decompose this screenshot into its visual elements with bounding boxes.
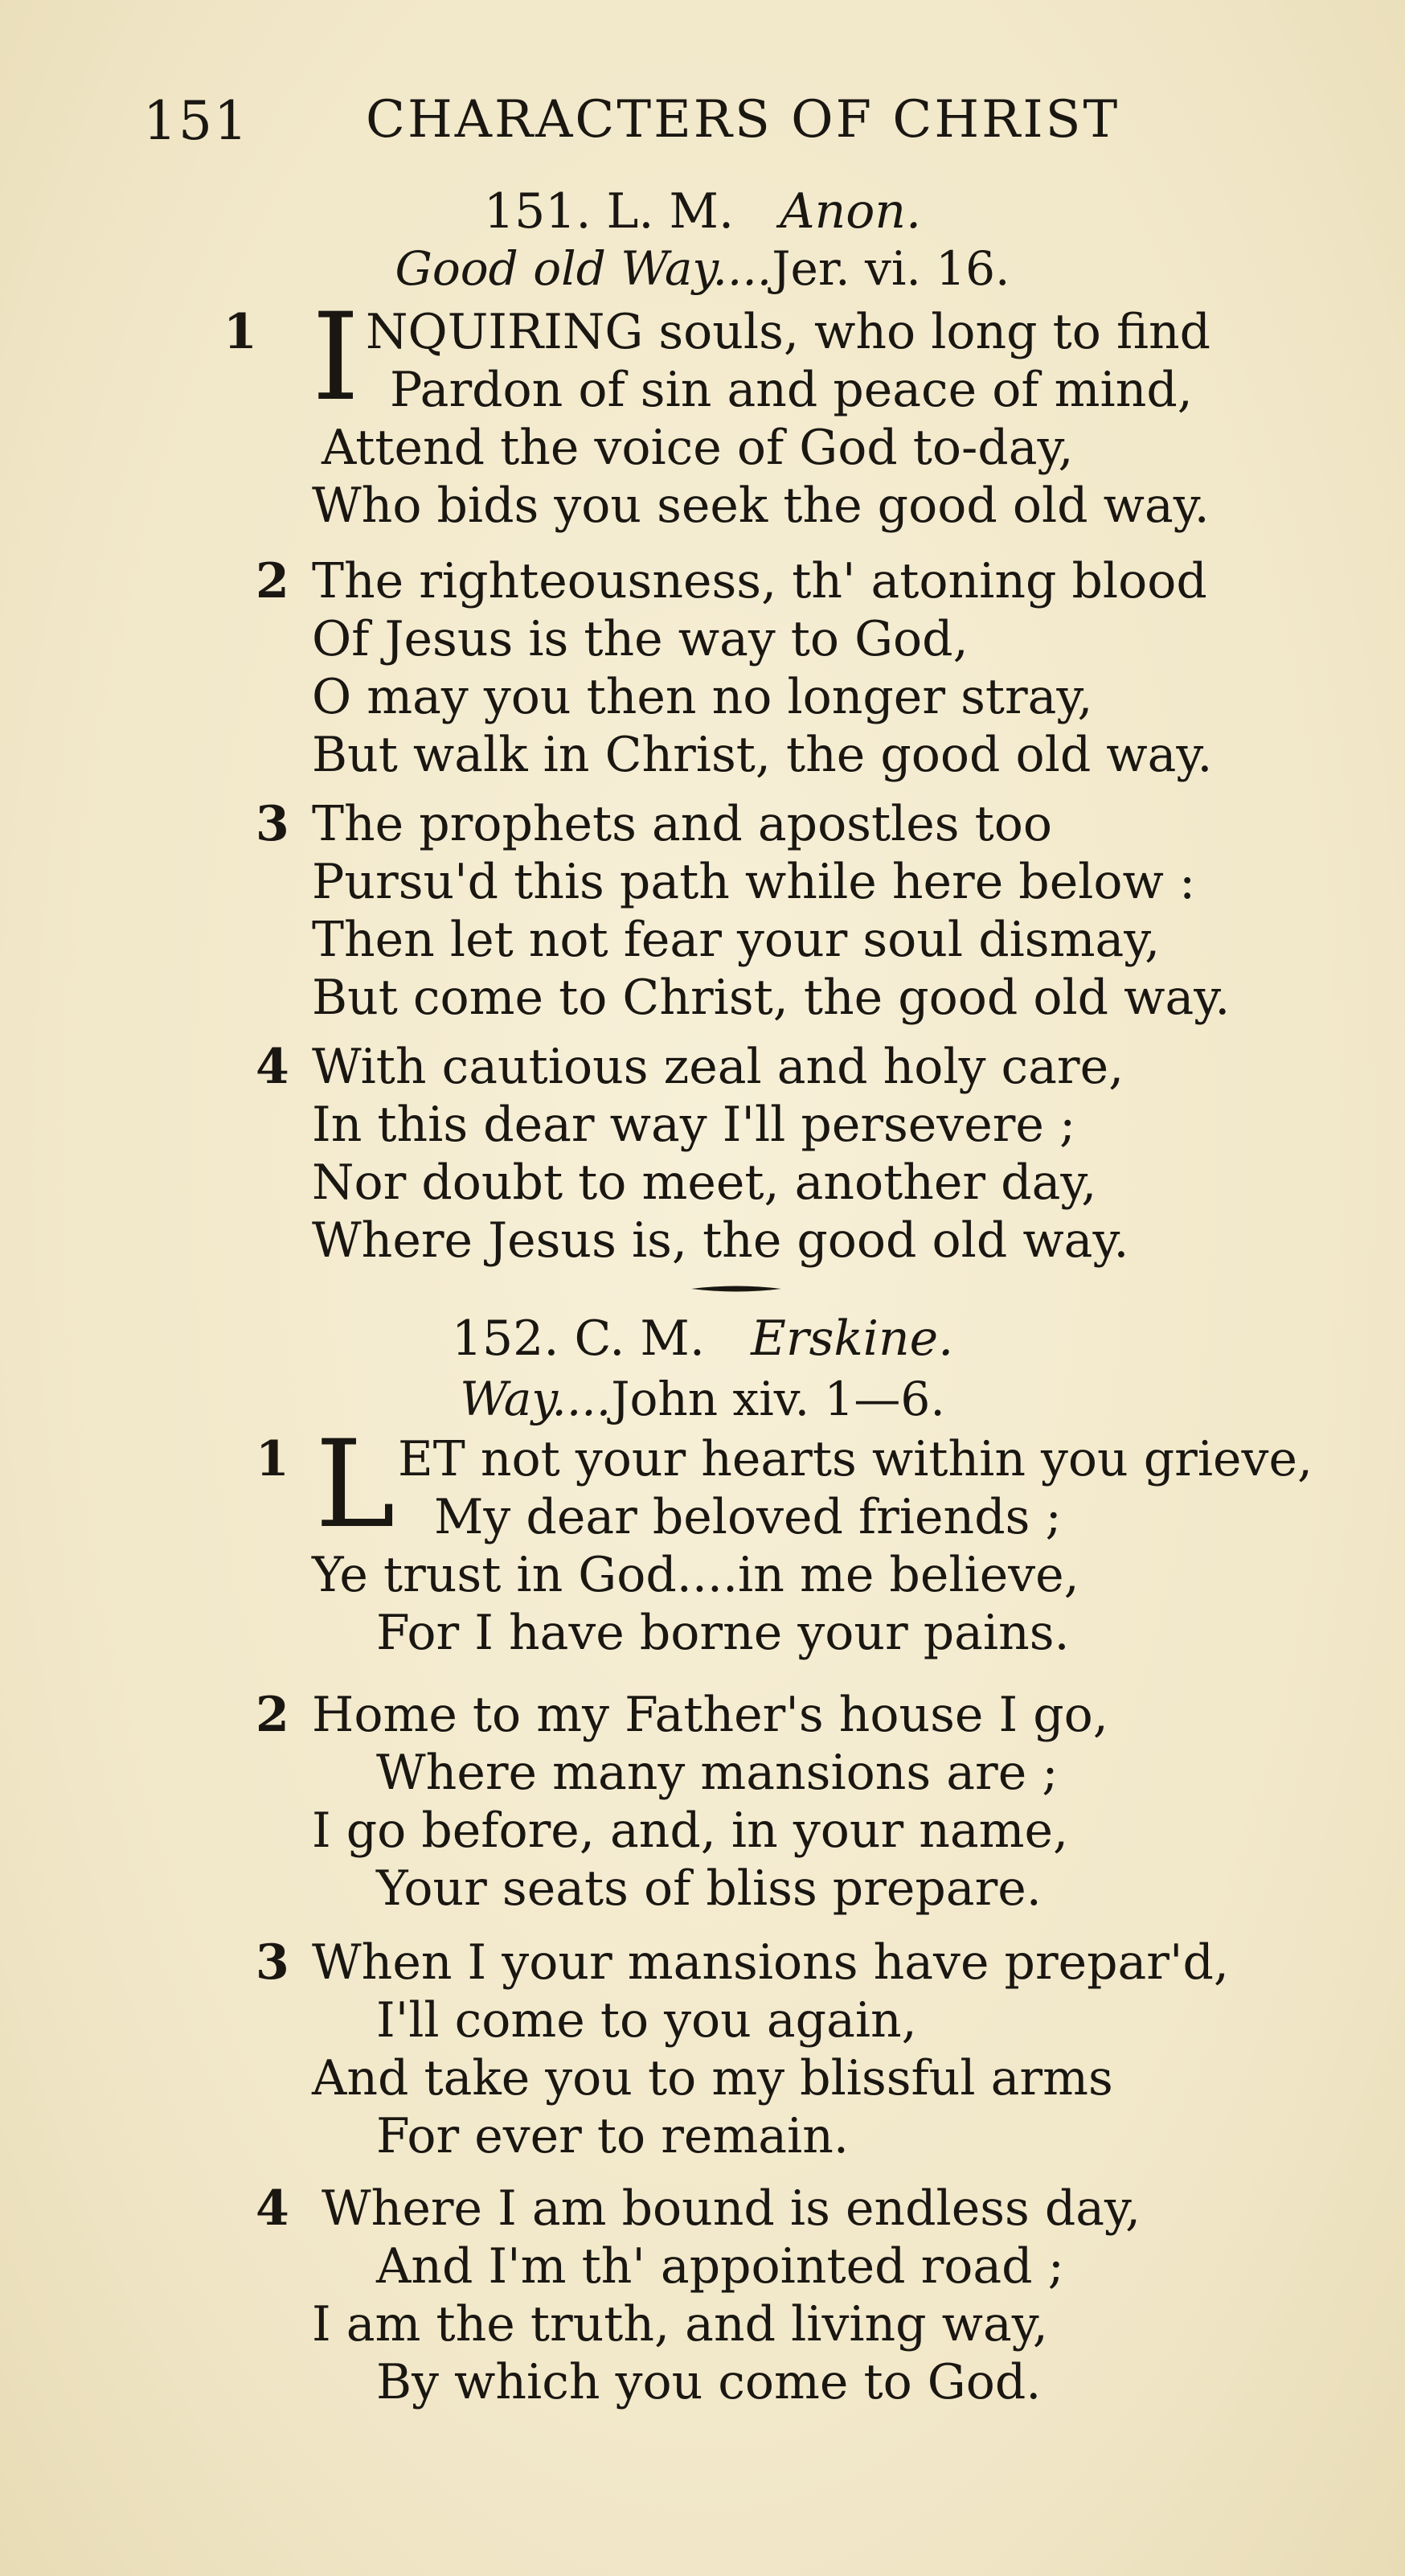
drop-cap: I [312, 288, 360, 428]
hymn-number-meter: 152. C. M. [451, 1311, 705, 1367]
hymn-author: Erskine. [751, 1311, 954, 1367]
hymn-152-subtitle [0, 1372, 1405, 1426]
scripture-reference: John xiv. 1—6. [611, 1372, 945, 1426]
verse-line: With cautious zeal and holy care, [312, 1039, 1124, 1095]
verse-line: Nor doubt to meet, another day, [312, 1155, 1097, 1211]
running-title: CHARACTERS OF CHRIST [366, 90, 1120, 150]
hymn-number-meter: 151. L. M. [483, 183, 735, 240]
verse-line: I'll come to you again, [376, 1992, 917, 2049]
verse-line: Where many mansions are ; [376, 1745, 1059, 1801]
verse-line: When I your mansions have prepar'd, [312, 1934, 1229, 1991]
subtitle-topic: Way.... [460, 1372, 612, 1426]
verse-line: Who bids you seek the good old way. [312, 478, 1210, 534]
hymn-151-subtitle [0, 241, 1405, 296]
verse-line: Home to my Father's house I go, [312, 1687, 1108, 1743]
scripture-reference: Jer. vi. 16. [772, 241, 1010, 296]
verse-line: But come to Christ, the good old way. [312, 970, 1231, 1026]
verse-line: NQUIRING souls, who long to find [366, 304, 1211, 360]
verse-number: 2 [256, 553, 289, 609]
verse-line: The righteousness, th' atoning blood [312, 553, 1207, 609]
hymn-author: Anon. [780, 183, 922, 240]
drop-cap: L [315, 1415, 395, 1555]
verse-line: Ye trust in God....in me believe, [312, 1547, 1079, 1603]
hymn-151-heading [0, 183, 1405, 240]
verse-number: 4 [256, 1039, 289, 1095]
verse-number: 3 [256, 796, 289, 852]
verse-line: Pardon of sin and peace of mind, [390, 362, 1193, 418]
verse-line: O may you then no longer stray, [312, 669, 1093, 725]
verse-line: In this dear way I'll persevere ; [312, 1097, 1076, 1153]
verse-line: For ever to remain. [376, 2108, 849, 2164]
verse-line: Attend the voice of God to-day, [322, 420, 1074, 476]
verse-line: Pursu'd this path while here below : [312, 854, 1196, 910]
verse-number: 3 [256, 1934, 289, 1991]
verse-line: And take you to my blissful arms [312, 2050, 1113, 2106]
section-divider-ornament [691, 1285, 781, 1293]
verse-number: 1 [256, 1431, 289, 1487]
page-number: 151 [143, 90, 249, 152]
verse-line: Of Jesus is the way to God, [312, 611, 969, 667]
subtitle-topic: Good old Way.... [395, 241, 772, 296]
verse-line: Where I am bound is endless day, [322, 2180, 1141, 2237]
verse-line: Where Jesus is, the good old way. [312, 1212, 1129, 1269]
verse-line: And I'm th' appointed road ; [376, 2238, 1064, 2295]
verse-line: Then let not fear your soul dismay, [312, 912, 1161, 968]
verse-number: 2 [256, 1687, 289, 1743]
verse-line: ET not your hearts within you grieve, [398, 1431, 1313, 1487]
verse-line: I go before, and, in your name, [312, 1803, 1069, 1859]
verse-line: For I have borne your pains. [376, 1605, 1070, 1661]
verse-line: I am the truth, and living way, [312, 2296, 1048, 2352]
verse-line: The prophets and apostles too [312, 796, 1053, 852]
hymn-152-heading [0, 1311, 1405, 1367]
verse-number: 4 [256, 2180, 289, 2237]
verse-number: 1 [223, 304, 257, 360]
verse-line: Your seats of bliss prepare. [376, 1860, 1042, 1917]
verse-line: My dear beloved friends ; [434, 1489, 1062, 1545]
verse-line: By which you come to God. [376, 2354, 1042, 2410]
verse-line: But walk in Christ, the good old way. [312, 727, 1213, 783]
